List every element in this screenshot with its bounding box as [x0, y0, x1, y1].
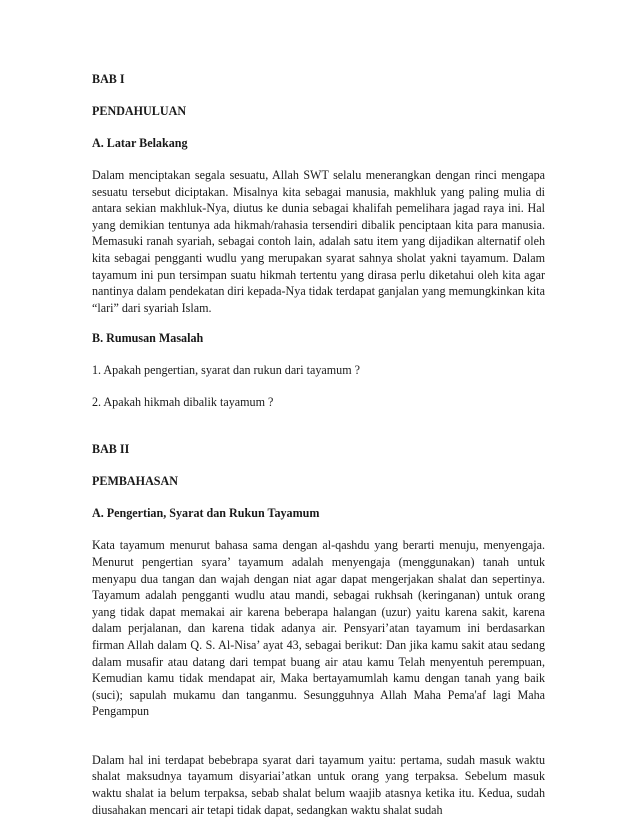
- pengertian-paragraph: Kata tayamum menurut bahasa sama dengan al-qashdu yang berarti menuju, menyengaja. Menurut pengertian syara’ tayamum adalah menyengaja (menggunakan) tanah untuk menyapu dua tangan dan wajah dengan niat agar dapat mengerjakan shalat dan sepertinya. Tayamum adalah pengganti wudlu atau mandi, sebagai rukhsah (keringanan) untuk orang yang tidak dapat memakai air karena beberapa halangan (uzur) yaitu karena sakit, karena dalam perjalanan, dan karena tidak adanya air. Pensyari’atan tayamum ini berdasarkan firman Allah dalam Q. S. Al-Nisa’ ayat 43, sebagai berikut: Dan jika kamu sakit atau sedang dalam musafir atau datang dari tempat buang air atau kamu Telah menyentuh perempuan, Kemudian kamu tidak mendapat air, Maka bertayamumlah kamu dengan tanah yang baik (suci); sapulah mukamu dan tanganmu. Sesungguhnya Allah Maha Pema'af lagi Maha Pengampun: [92, 538, 545, 719]
- document-page: [92, 71, 545, 818]
- chapter-1-title: BAB I: [92, 72, 125, 86]
- question-1: 1. Apakah pengertian, syarat dan rukun dari tayamum ?: [92, 363, 360, 378]
- chapter-2-subtitle: PEMBAHASAN: [92, 474, 179, 489]
- question-2: 2. Apakah hikmah dibalik tayamum ?: [92, 395, 274, 410]
- syarat-paragraph: Dalam hal ini terdapat bebebrapa syarat dari tayamum yaitu: pertama, sudah masuk waktu shalat maksudnya tayamum disyariai’atkan untuk orang yang terpaksa. Sebelum masuk waktu shalat ia belum terpaksa, sebab shalat belum waajib atasnya ketika itu. Kedua, sudah diusahakan mencari air tetapi tidak dapat, sedangkan waktu shalat sudah: [92, 752, 545, 817]
- section-latar-belakang-heading: A. Latar Belakang: [92, 136, 188, 150]
- latar-belakang-paragraph: Dalam menciptakan segala sesuatu, Allah SWT selalu menerangkan dengan rinci mengapa sesuatu tersebut diciptakan. Misalnya kita sebagai manusia, makhluk yang paling mulia di antara sekian makhluk-Nya, diutus ke dunia sebagai khalifah pemelihara jagad raya ini. Hal yang demikian tentunya ada hikmah/rahasia tersendiri dibalik penciptaan kita para manusia. Memasuki ranah syariah, sebagai contoh lain, adalah satu item yang dijadikan alternatif oleh kita sebagai pengganti wudlu yang merupakan syarat sahnya sholat yakni tayamum. Dalam tayamum ini pun tersimpan suatu hikmah tertentu yang dirasa perlu diketahui oleh kita agar nantinya dalam pendekatan diri kepada-Nya tidak terdapat ganjalan yang memungkinkan kita “lari” dari syariah Islam.: [92, 168, 545, 315]
- chapter-1-subtitle: PENDAHULUAN: [92, 104, 187, 118]
- chapter-2-title: BAB II: [92, 442, 130, 457]
- section-pengertian-heading: A. Pengertian, Syarat dan Rukun Tayamum: [92, 506, 320, 521]
- section-rumusan-masalah-heading: B. Rumusan Masalah: [92, 331, 204, 346]
